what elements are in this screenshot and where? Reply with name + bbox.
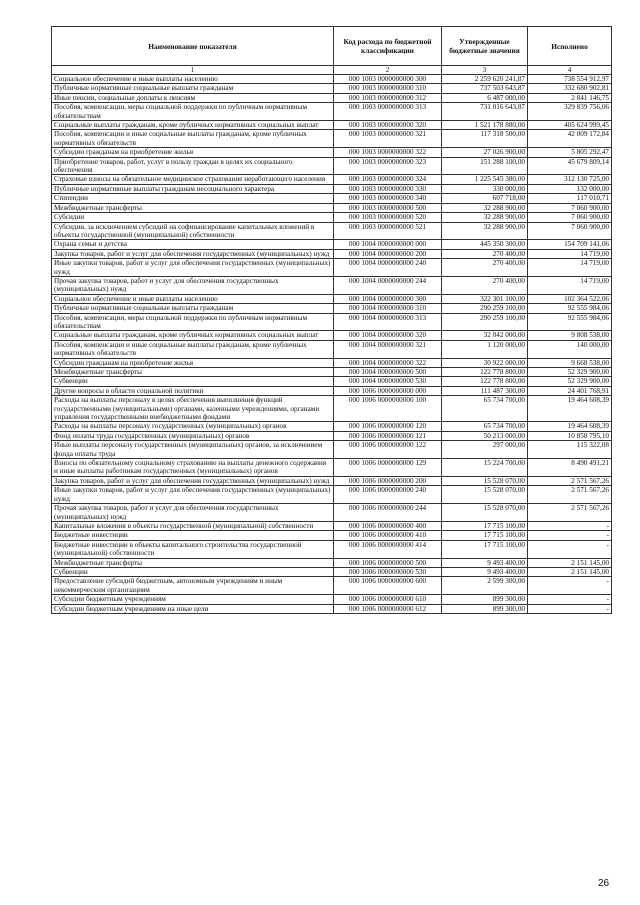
row-approved-cell: 9 493 400,00 <box>442 558 528 567</box>
row-approved-cell: 1 225 545 380,00 <box>442 175 528 184</box>
row-executed-cell: - <box>528 531 612 540</box>
table-row <box>52 103 612 121</box>
row-code-cell: 000 1004 0000000000 530 <box>334 377 442 386</box>
header-row <box>52 27 612 66</box>
row-approved-cell: 330 000,00 <box>442 184 528 193</box>
row-executed-cell: 312 130 725,00 <box>528 175 612 184</box>
row-approved-cell: 17 715 100,00 <box>442 540 528 558</box>
row-approved-cell: 2 259 620 241,87 <box>442 75 528 84</box>
row-name-cell: Приобретение товаров, работ, услуг в пользу граждан в целях их социального обеспечения <box>52 157 334 175</box>
table-row <box>52 531 612 540</box>
row-name-cell: Закупка товаров, работ и услуг для обеспечения государственных (муниципальных) нужд <box>52 249 334 258</box>
row-code-cell: 000 1006 0000000000 200 <box>334 476 442 485</box>
row-name-cell: Капитальные вложения в объекты государственной (муниципальной) собственности <box>52 521 334 530</box>
row-approved-cell: 32 288 900,00 <box>442 213 528 222</box>
row-executed-cell: 45 679 809,14 <box>528 157 612 175</box>
row-approved-cell: 270 400,00 <box>442 276 528 294</box>
column-number: 3 <box>442 66 528 75</box>
table-row <box>52 358 612 367</box>
row-code-cell: 000 1006 0000000000 612 <box>334 604 442 613</box>
row-code-cell: 000 1006 0000000000 129 <box>334 459 442 477</box>
row-code-cell: 000 1003 0000000000 300 <box>334 75 442 84</box>
row-approved-cell: 322 301 100,00 <box>442 294 528 303</box>
row-approved-cell: 15 528 070,00 <box>442 486 528 504</box>
row-executed-cell: 7 060 900,00 <box>528 213 612 222</box>
row-approved-cell: 32 042 000,00 <box>442 331 528 340</box>
column-number: 4 <box>528 66 612 75</box>
row-name-cell: Бюджетные инвестиции <box>52 531 334 540</box>
row-executed-cell: 115 322,08 <box>528 441 612 459</box>
row-approved-cell: 27 026 900,00 <box>442 148 528 157</box>
row-approved-cell: 297 000,00 <box>442 441 528 459</box>
row-approved-cell: 6 487 000,00 <box>442 93 528 102</box>
table-row <box>52 331 612 340</box>
table-row <box>52 84 612 93</box>
row-name-cell: Публичные нормативные выплаты гражданам несоциального характера <box>52 184 334 193</box>
row-approved-cell: 290 259 100,00 <box>442 313 528 331</box>
table-row <box>52 386 612 395</box>
row-name-cell: Пособия, компенсации, меры социальной поддержки по публичным нормативным обязательствам <box>52 103 334 121</box>
row-executed-cell: 9 668 538,00 <box>528 358 612 367</box>
row-code-cell: 000 1003 0000000000 312 <box>334 93 442 102</box>
table-row <box>52 441 612 459</box>
row-approved-cell: 15 224 700,00 <box>442 459 528 477</box>
row-executed-cell: 2 151 145,00 <box>528 567 612 576</box>
row-approved-cell: 17 715 100,00 <box>442 531 528 540</box>
row-name-cell: Иные закупки товаров, работ и услуг для обеспечения государственных (муниципальных) нужд <box>52 486 334 504</box>
row-approved-cell: 899 300,00 <box>442 604 528 613</box>
row-name-cell: Бюджетные инвестиции в объекты капитального строительства государственной (муниципальной) собственности <box>52 540 334 558</box>
row-executed-cell: 2 571 567,26 <box>528 504 612 522</box>
row-name-cell: Иные выплаты персоналу государственных (муниципальных) органов, за исключением фонда оплаты труда <box>52 441 334 459</box>
row-executed-cell: 24 401 768,91 <box>528 386 612 395</box>
header-approved-values: Утвержденные бюджетные значения <box>442 27 528 66</box>
row-code-cell: 000 1004 0000000000 310 <box>334 304 442 313</box>
row-name-cell: Субвенции <box>52 377 334 386</box>
row-code-cell: 000 1006 0000000000 610 <box>334 595 442 604</box>
row-approved-cell: 117 318 500,00 <box>442 130 528 148</box>
row-code-cell: 000 1004 0000000000 500 <box>334 368 442 377</box>
row-executed-cell: 7 060 900,00 <box>528 222 612 240</box>
header-executed: Исполнено <box>528 27 612 66</box>
table-row <box>52 540 612 558</box>
row-code-cell: 000 1006 0000000000 400 <box>334 521 442 530</box>
row-name-cell: Социальные выплаты гражданам, кроме публичных нормативных социальных выплат <box>52 121 334 130</box>
row-code-cell: 000 1003 0000000000 330 <box>334 184 442 193</box>
table-row <box>52 213 612 222</box>
row-executed-cell: 10 858 795,10 <box>528 431 612 440</box>
table-row <box>52 93 612 102</box>
row-executed-cell: 738 554 912,97 <box>528 75 612 84</box>
row-name-cell: Субсидии гражданам на приобретение жилья <box>52 358 334 367</box>
table-row <box>52 422 612 431</box>
row-approved-cell: 607 718,00 <box>442 194 528 203</box>
row-approved-cell: 15 528 070,00 <box>442 476 528 485</box>
row-code-cell: 000 1006 0000000000 240 <box>334 486 442 504</box>
column-number-row <box>52 66 612 75</box>
table-row <box>52 577 612 595</box>
row-name-cell: Субвенции <box>52 567 334 576</box>
row-executed-cell: 14 719,00 <box>528 276 612 294</box>
row-name-cell: Публичные нормативные социальные выплаты гражданам <box>52 304 334 313</box>
table-row <box>52 184 612 193</box>
row-name-cell: Взносы по обязательному социальному страхованию на выплаты денежного содержания и иные выплаты работникам государственных (муниципальных) органов <box>52 459 334 477</box>
table-row <box>52 504 612 522</box>
row-code-cell: 000 1006 0000000000 410 <box>334 531 442 540</box>
row-code-cell: 000 1006 0000000000 000 <box>334 386 442 395</box>
row-executed-cell: 329 839 756,06 <box>528 103 612 121</box>
row-code-cell: 000 1003 0000000000 323 <box>334 157 442 175</box>
row-executed-cell: - <box>528 540 612 558</box>
row-code-cell: 000 1004 0000000000 320 <box>334 331 442 340</box>
page-number: 26 <box>598 878 610 889</box>
row-approved-cell: 270 400,00 <box>442 249 528 258</box>
row-executed-cell: 19 464 608,39 <box>528 396 612 422</box>
row-executed-cell: 14 719,00 <box>528 249 612 258</box>
row-approved-cell: 122 778 800,00 <box>442 377 528 386</box>
row-executed-cell: 2 571 567,26 <box>528 486 612 504</box>
row-name-cell: Пособия, компенсации и иные социальные выплаты гражданам, кроме публичных нормативных обязательств <box>52 340 334 358</box>
row-approved-cell: 270 400,00 <box>442 259 528 277</box>
budget-execution-table <box>51 26 612 614</box>
row-code-cell: 000 1004 0000000000 240 <box>334 259 442 277</box>
row-code-cell: 000 1004 0000000000 321 <box>334 340 442 358</box>
column-number: 1 <box>52 66 334 75</box>
table-row <box>52 157 612 175</box>
row-name-cell: Социальное обеспечение и иные выплаты населению <box>52 75 334 84</box>
row-code-cell: 000 1006 0000000000 530 <box>334 567 442 576</box>
row-name-cell: Расходы на выплаты персоналу в целях обеспечения выполнения функций государственными (муниципальными) органами, казенными учреждениями, органами управления государственными внебюджетными фондами <box>52 396 334 422</box>
row-approved-cell: 737 503 643,87 <box>442 84 528 93</box>
header-indicator-name: Наименование показателя <box>52 27 334 66</box>
row-executed-cell: 332 680 902,81 <box>528 84 612 93</box>
table-row <box>52 276 612 294</box>
row-executed-cell: - <box>528 595 612 604</box>
row-name-cell: Субсидии бюджетным учреждениям на иные цели <box>52 604 334 613</box>
row-executed-cell: 132 000,00 <box>528 184 612 193</box>
table-row <box>52 313 612 331</box>
row-code-cell: 000 1004 0000000000 322 <box>334 358 442 367</box>
row-name-cell: Страховые взносы на обязательное медицинское страхование неработающего населения <box>52 175 334 184</box>
row-code-cell: 000 1003 0000000000 313 <box>334 103 442 121</box>
row-code-cell: 000 1004 0000000000 000 <box>334 240 442 249</box>
row-code-cell: 000 1006 0000000000 414 <box>334 540 442 558</box>
row-name-cell: Расходы на выплаты персоналу государственных (муниципальных) органов <box>52 422 334 431</box>
row-code-cell: 000 1004 0000000000 244 <box>334 276 442 294</box>
table-row <box>52 249 612 258</box>
row-code-cell: 000 1006 0000000000 122 <box>334 441 442 459</box>
table-row <box>52 476 612 485</box>
row-name-cell: Пособия, компенсации, меры социальной поддержки по публичным нормативным обязательствам <box>52 313 334 331</box>
row-executed-cell: 117 010,71 <box>528 194 612 203</box>
row-executed-cell: 2 841 146,75 <box>528 93 612 102</box>
row-name-cell: Другие вопросы в области социальной политики <box>52 386 334 395</box>
table-row <box>52 604 612 613</box>
row-name-cell: Публичные нормативные социальные выплаты гражданам <box>52 84 334 93</box>
row-code-cell: 000 1006 0000000000 100 <box>334 396 442 422</box>
row-executed-cell: - <box>528 604 612 613</box>
row-executed-cell: 42 009 172,84 <box>528 130 612 148</box>
row-code-cell: 000 1003 0000000000 310 <box>334 84 442 93</box>
row-name-cell: Иные закупки товаров, работ и услуг для обеспечения государственных (муниципальных) нужд <box>52 259 334 277</box>
row-code-cell: 000 1003 0000000000 521 <box>334 222 442 240</box>
row-approved-cell: 15 528 070,00 <box>442 504 528 522</box>
row-name-cell: Фонд оплаты труда государственных (муниципальных) органов <box>52 431 334 440</box>
row-name-cell: Субсидии <box>52 213 334 222</box>
row-approved-cell: 151 288 100,00 <box>442 157 528 175</box>
row-code-cell: 000 1003 0000000000 340 <box>334 194 442 203</box>
row-name-cell: Социальные выплаты гражданам, кроме публичных нормативных социальных выплат <box>52 331 334 340</box>
row-name-cell: Охрана семьи и детства <box>52 240 334 249</box>
column-number: 2 <box>334 66 442 75</box>
table-row <box>52 304 612 313</box>
row-executed-cell: 8 490 491,21 <box>528 459 612 477</box>
row-name-cell: Социальное обеспечение и иные выплаты населению <box>52 294 334 303</box>
row-approved-cell: 32 288 900,00 <box>442 222 528 240</box>
row-code-cell: 000 1004 0000000000 200 <box>334 249 442 258</box>
row-name-cell: Стипендии <box>52 194 334 203</box>
table-row <box>52 121 612 130</box>
row-executed-cell: 405 624 999,45 <box>528 121 612 130</box>
row-approved-cell: 122 778 800,00 <box>442 368 528 377</box>
table-row <box>52 175 612 184</box>
row-approved-cell: 290 259 100,00 <box>442 304 528 313</box>
table-row <box>52 595 612 604</box>
table-row <box>52 558 612 567</box>
table-row <box>52 203 612 212</box>
table-row <box>52 396 612 422</box>
table-row <box>52 486 612 504</box>
row-approved-cell: 17 715 100,00 <box>442 521 528 530</box>
row-executed-cell: 2 151 145,00 <box>528 558 612 567</box>
row-executed-cell: 92 555 984,06 <box>528 304 612 313</box>
row-name-cell: Пособия, компенсации и иные социальные выплаты гражданам, кроме публичных нормативных обязательств <box>52 130 334 148</box>
table-row <box>52 459 612 477</box>
row-executed-cell: - <box>528 521 612 530</box>
row-code-cell: 000 1003 0000000000 500 <box>334 203 442 212</box>
row-executed-cell: 2 571 567,26 <box>528 476 612 485</box>
row-executed-cell: 140 000,00 <box>528 340 612 358</box>
table-row <box>52 222 612 240</box>
row-approved-cell: 445 350 300,00 <box>442 240 528 249</box>
row-code-cell: 000 1004 0000000000 313 <box>334 313 442 331</box>
row-executed-cell: 19 464 608,39 <box>528 422 612 431</box>
row-approved-cell: 111 487 300,00 <box>442 386 528 395</box>
row-executed-cell: 92 555 984,06 <box>528 313 612 331</box>
row-name-cell: Предоставление субсидий бюджетным, автономным учреждениям и иным некоммерческим организациям <box>52 577 334 595</box>
row-name-cell: Иные пенсии, социальные доплаты к пенсиям <box>52 93 334 102</box>
row-executed-cell: 154 709 141,06 <box>528 240 612 249</box>
table-row <box>52 294 612 303</box>
row-name-cell: Межбюджетные трансферты <box>52 203 334 212</box>
row-approved-cell: 731 016 643,87 <box>442 103 528 121</box>
row-code-cell: 000 1006 0000000000 600 <box>334 577 442 595</box>
row-executed-cell: 52 329 900,00 <box>528 368 612 377</box>
row-name-cell: Межбюджетные трансферты <box>52 368 334 377</box>
table-row <box>52 368 612 377</box>
table-row <box>52 567 612 576</box>
row-executed-cell: 52 329 900,00 <box>528 377 612 386</box>
table-row <box>52 240 612 249</box>
row-name-cell: Субсидии гражданам на приобретение жилья <box>52 148 334 157</box>
table-row <box>52 130 612 148</box>
row-code-cell: 000 1006 0000000000 244 <box>334 504 442 522</box>
row-approved-cell: 2 599 300,00 <box>442 577 528 595</box>
row-executed-cell: - <box>528 577 612 595</box>
row-code-cell: 000 1003 0000000000 324 <box>334 175 442 184</box>
row-approved-cell: 9 493 400,00 <box>442 567 528 576</box>
row-executed-cell: 14 719,00 <box>528 259 612 277</box>
row-approved-cell: 30 922 000,00 <box>442 358 528 367</box>
header-classification-code: Код расхода по бюджетной классификации <box>334 27 442 66</box>
row-code-cell: 000 1003 0000000000 322 <box>334 148 442 157</box>
row-code-cell: 000 1004 0000000000 300 <box>334 294 442 303</box>
table-row <box>52 75 612 84</box>
row-name-cell: Закупка товаров, работ и услуг для обеспечения государственных (муниципальных) нужд <box>52 476 334 485</box>
row-name-cell: Субсидии, за исключением субсидий на софинансирование капитальных вложений в объекты государственной (муниципальной) собственности <box>52 222 334 240</box>
row-name-cell: Прочая закупка товаров, работ и услуг для обеспечения государственных (муниципальных) нужд <box>52 504 334 522</box>
row-name-cell: Межбюджетные трансферты <box>52 558 334 567</box>
row-executed-cell: 7 060 900,00 <box>528 203 612 212</box>
row-code-cell: 000 1003 0000000000 321 <box>334 130 442 148</box>
row-code-cell: 000 1006 0000000000 500 <box>334 558 442 567</box>
table-row <box>52 194 612 203</box>
table-row <box>52 340 612 358</box>
row-code-cell: 000 1003 0000000000 320 <box>334 121 442 130</box>
row-approved-cell: 65 734 700,00 <box>442 422 528 431</box>
row-name-cell: Субсидии бюджетным учреждениям <box>52 595 334 604</box>
row-approved-cell: 1 521 178 880,00 <box>442 121 528 130</box>
table-row <box>52 148 612 157</box>
row-approved-cell: 899 300,00 <box>442 595 528 604</box>
row-approved-cell: 50 213 000,00 <box>442 431 528 440</box>
table-row <box>52 259 612 277</box>
row-executed-cell: 102 364 522,06 <box>528 294 612 303</box>
table-row <box>52 431 612 440</box>
table-row <box>52 377 612 386</box>
row-executed-cell: 9 808 538,00 <box>528 331 612 340</box>
row-code-cell: 000 1006 0000000000 121 <box>334 431 442 440</box>
row-name-cell: Прочая закупка товаров, работ и услуг для обеспечения государственных (муниципальных) нужд <box>52 276 334 294</box>
row-code-cell: 000 1006 0000000000 120 <box>334 422 442 431</box>
row-approved-cell: 1 120 000,00 <box>442 340 528 358</box>
row-code-cell: 000 1003 0000000000 520 <box>334 213 442 222</box>
row-approved-cell: 65 734 700,00 <box>442 396 528 422</box>
row-executed-cell: 5 805 292,47 <box>528 148 612 157</box>
row-approved-cell: 32 288 900,00 <box>442 203 528 212</box>
table-row <box>52 521 612 530</box>
